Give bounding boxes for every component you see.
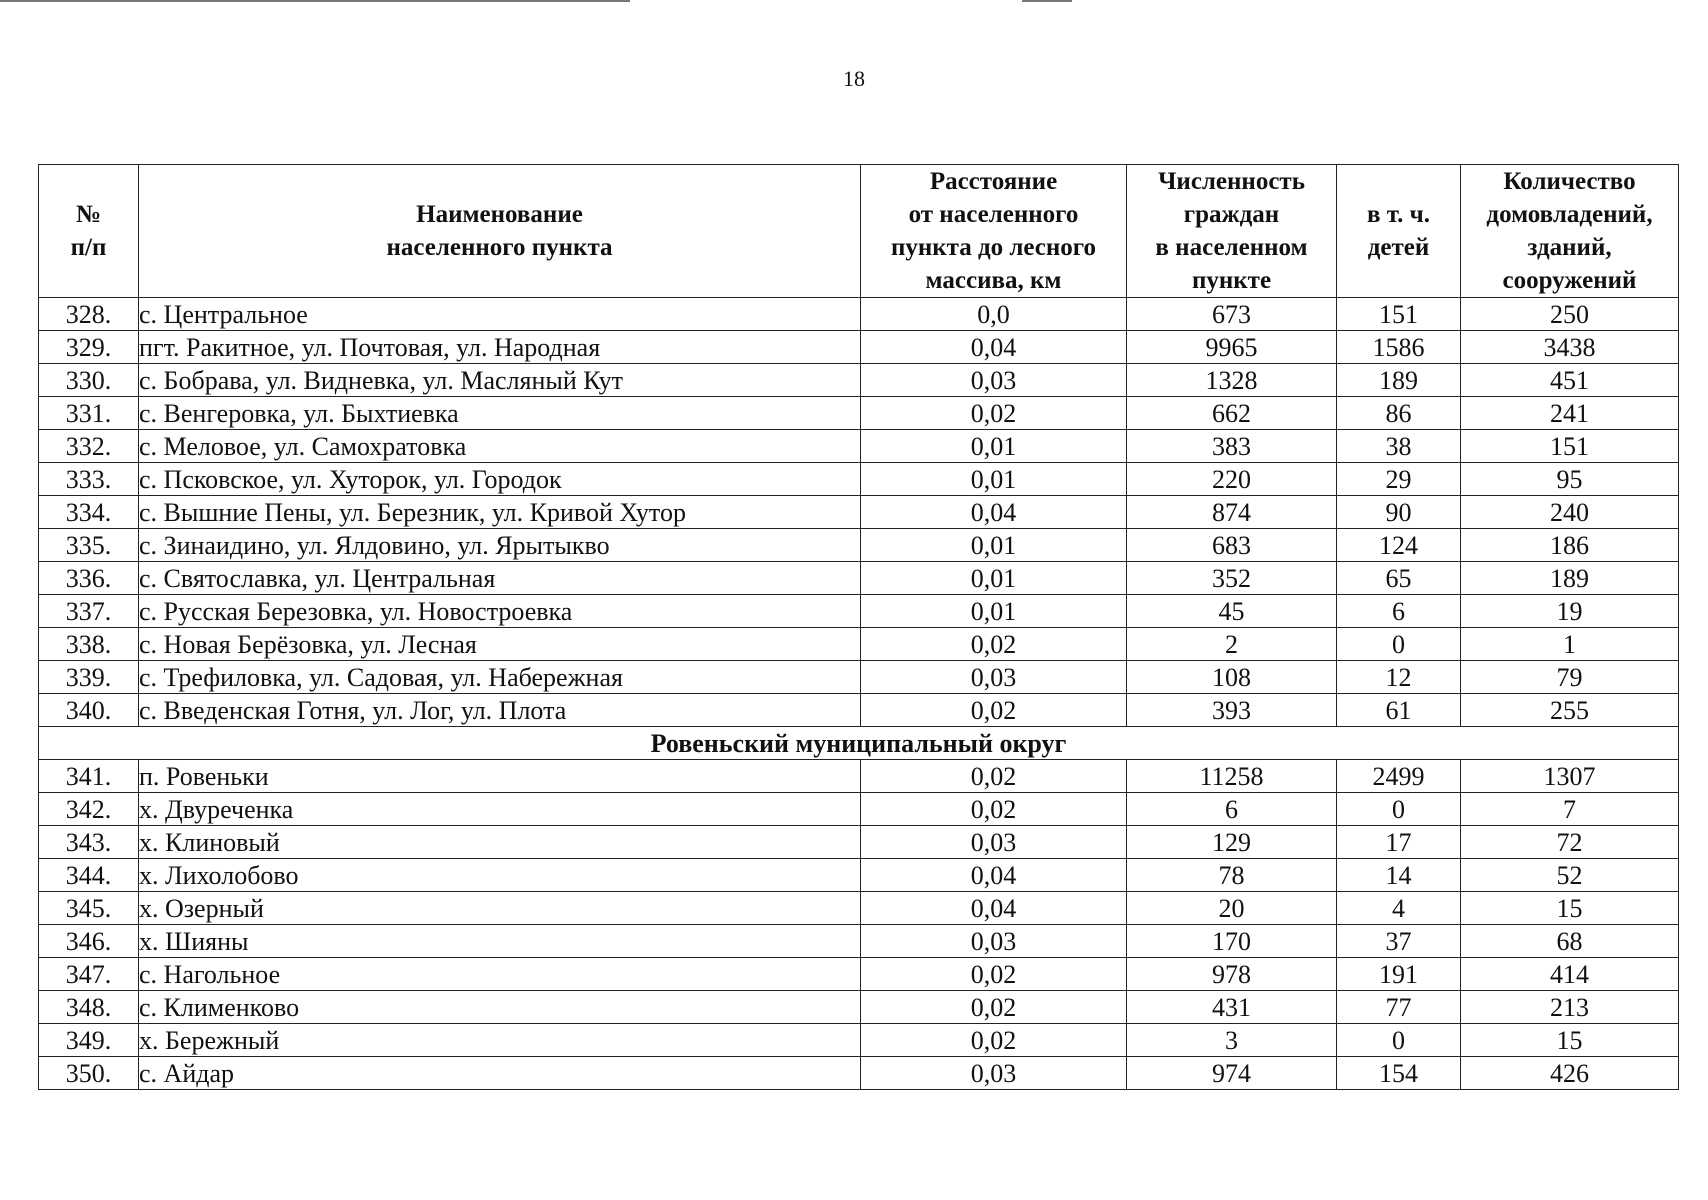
distance-cell: 0,04 — [861, 859, 1127, 892]
children-cell: 2499 — [1337, 760, 1461, 793]
settlement-name-cell: с. Псковское, ул. Хуторок, ул. Городок — [139, 463, 861, 496]
row-number-cell: 338. — [39, 628, 139, 661]
row-number-cell: 328. — [39, 298, 139, 331]
distance-cell: 0,03 — [861, 661, 1127, 694]
distance-cell: 0,02 — [861, 1024, 1127, 1057]
children-cell: 65 — [1337, 562, 1461, 595]
children-cell: 4 — [1337, 892, 1461, 925]
settlement-name-cell: х. Шияны — [139, 925, 861, 958]
table-row — [39, 529, 1679, 562]
header-num: № п/п — [39, 165, 139, 298]
population-cell: 2 — [1127, 628, 1337, 661]
table-row — [39, 463, 1679, 496]
row-number-cell: 350. — [39, 1057, 139, 1090]
row-number-cell: 330. — [39, 364, 139, 397]
buildings-cell: 241 — [1461, 397, 1679, 430]
distance-cell: 0,01 — [861, 463, 1127, 496]
header-name: Наименование населенного пункта — [139, 165, 861, 298]
population-cell: 170 — [1127, 925, 1337, 958]
children-cell: 0 — [1337, 1024, 1461, 1057]
table-row — [39, 1057, 1679, 1090]
distance-cell: 0,03 — [861, 826, 1127, 859]
population-cell: 129 — [1127, 826, 1337, 859]
row-number-cell: 334. — [39, 496, 139, 529]
distance-cell: 0,03 — [861, 925, 1127, 958]
children-cell: 29 — [1337, 463, 1461, 496]
population-cell: 220 — [1127, 463, 1337, 496]
row-number-cell: 336. — [39, 562, 139, 595]
header-children: в т. ч. детей — [1337, 165, 1461, 298]
settlement-name-cell: пгт. Ракитное, ул. Почтовая, ул. Народная — [139, 331, 861, 364]
children-cell: 191 — [1337, 958, 1461, 991]
distance-cell: 0,03 — [861, 1057, 1127, 1090]
distance-cell: 0,02 — [861, 793, 1127, 826]
section-title: Ровеньский муниципальный округ — [39, 727, 1679, 760]
children-cell: 6 — [1337, 595, 1461, 628]
population-cell: 978 — [1127, 958, 1337, 991]
row-number-cell: 335. — [39, 529, 139, 562]
buildings-cell: 213 — [1461, 991, 1679, 1024]
children-cell: 151 — [1337, 298, 1461, 331]
population-cell: 9965 — [1127, 331, 1337, 364]
row-number-cell: 340. — [39, 694, 139, 727]
table-body-part1 — [39, 298, 1679, 727]
distance-cell: 0,02 — [861, 628, 1127, 661]
table-row — [39, 925, 1679, 958]
settlement-name-cell: п. Ровеньки — [139, 760, 861, 793]
table-row — [39, 331, 1679, 364]
section-row — [39, 727, 1679, 760]
population-cell: 45 — [1127, 595, 1337, 628]
buildings-cell: 414 — [1461, 958, 1679, 991]
table-row — [39, 562, 1679, 595]
children-cell: 37 — [1337, 925, 1461, 958]
buildings-cell: 240 — [1461, 496, 1679, 529]
children-cell: 61 — [1337, 694, 1461, 727]
row-number-cell: 348. — [39, 991, 139, 1024]
settlement-name-cell: с. Святославка, ул. Центральная — [139, 562, 861, 595]
table-row — [39, 397, 1679, 430]
buildings-cell: 186 — [1461, 529, 1679, 562]
table-row — [39, 430, 1679, 463]
children-cell: 189 — [1337, 364, 1461, 397]
table-header-row — [39, 165, 1679, 298]
buildings-cell: 52 — [1461, 859, 1679, 892]
distance-cell: 0,04 — [861, 331, 1127, 364]
population-cell: 78 — [1127, 859, 1337, 892]
header-population: Численность граждан в населенном пункте — [1127, 165, 1337, 298]
settlement-name-cell: с. Венгеровка, ул. Быхтиевка — [139, 397, 861, 430]
table-row — [39, 991, 1679, 1024]
table-row — [39, 628, 1679, 661]
buildings-cell: 68 — [1461, 925, 1679, 958]
population-cell: 1328 — [1127, 364, 1337, 397]
children-cell: 0 — [1337, 793, 1461, 826]
settlement-name-cell: с. Русская Березовка, ул. Новостроевка — [139, 595, 861, 628]
population-cell: 352 — [1127, 562, 1337, 595]
distance-cell: 0,02 — [861, 760, 1127, 793]
children-cell: 1586 — [1337, 331, 1461, 364]
settlement-name-cell: х. Двуреченка — [139, 793, 861, 826]
children-cell: 90 — [1337, 496, 1461, 529]
table-row — [39, 793, 1679, 826]
distance-cell: 0,04 — [861, 892, 1127, 925]
distance-cell: 0,02 — [861, 991, 1127, 1024]
table-row — [39, 595, 1679, 628]
buildings-cell: 95 — [1461, 463, 1679, 496]
row-number-cell: 329. — [39, 331, 139, 364]
children-cell: 154 — [1337, 1057, 1461, 1090]
distance-cell: 0,0 — [861, 298, 1127, 331]
row-number-cell: 346. — [39, 925, 139, 958]
row-number-cell: 342. — [39, 793, 139, 826]
distance-cell: 0,02 — [861, 958, 1127, 991]
buildings-cell: 19 — [1461, 595, 1679, 628]
table-row — [39, 958, 1679, 991]
children-cell: 0 — [1337, 628, 1461, 661]
settlement-name-cell: х. Бережный — [139, 1024, 861, 1057]
distance-cell: 0,04 — [861, 496, 1127, 529]
settlement-name-cell: х. Озерный — [139, 892, 861, 925]
buildings-cell: 79 — [1461, 661, 1679, 694]
population-cell: 974 — [1127, 1057, 1337, 1090]
population-cell: 11258 — [1127, 760, 1337, 793]
table-row — [39, 892, 1679, 925]
row-number-cell: 332. — [39, 430, 139, 463]
settlement-name-cell: х. Лихолобово — [139, 859, 861, 892]
population-cell: 874 — [1127, 496, 1337, 529]
row-number-cell: 343. — [39, 826, 139, 859]
page-number: 18 — [843, 66, 865, 91]
children-cell: 124 — [1337, 529, 1461, 562]
settlement-name-cell: с. Айдар — [139, 1057, 861, 1090]
population-cell: 383 — [1127, 430, 1337, 463]
settlement-name-cell: с. Бобрава, ул. Видневка, ул. Масляный Кут — [139, 364, 861, 397]
buildings-cell: 3438 — [1461, 331, 1679, 364]
row-number-cell: 339. — [39, 661, 139, 694]
population-cell: 431 — [1127, 991, 1337, 1024]
buildings-cell: 72 — [1461, 826, 1679, 859]
settlement-name-cell: с. Меловое, ул. Самохратовка — [139, 430, 861, 463]
table-body-part2 — [39, 760, 1679, 1090]
settlements-table — [38, 164, 1679, 1090]
scan-edge-line — [1022, 0, 1072, 2]
buildings-cell: 250 — [1461, 298, 1679, 331]
buildings-cell: 426 — [1461, 1057, 1679, 1090]
table-row — [39, 298, 1679, 331]
population-cell: 20 — [1127, 892, 1337, 925]
distance-cell: 0,01 — [861, 430, 1127, 463]
distance-cell: 0,03 — [861, 364, 1127, 397]
children-cell: 14 — [1337, 859, 1461, 892]
population-cell: 683 — [1127, 529, 1337, 562]
row-number-cell: 345. — [39, 892, 139, 925]
children-cell: 38 — [1337, 430, 1461, 463]
buildings-cell: 189 — [1461, 562, 1679, 595]
header-buildings: Количество домовладений, зданий, сооружений — [1461, 165, 1679, 298]
settlement-name-cell: с. Зинаидино, ул. Ялдовино, ул. Ярытыкво — [139, 529, 861, 562]
buildings-cell: 15 — [1461, 1024, 1679, 1057]
table-row — [39, 1024, 1679, 1057]
header-distance: Расстояние от населенного пункта до лесного массива, км — [861, 165, 1127, 298]
settlement-name-cell: с. Новая Берёзовка, ул. Лесная — [139, 628, 861, 661]
buildings-cell: 255 — [1461, 694, 1679, 727]
buildings-cell: 7 — [1461, 793, 1679, 826]
section-body — [39, 727, 1679, 760]
table-row — [39, 826, 1679, 859]
population-cell: 673 — [1127, 298, 1337, 331]
population-cell: 393 — [1127, 694, 1337, 727]
distance-cell: 0,01 — [861, 595, 1127, 628]
table-row — [39, 496, 1679, 529]
children-cell: 17 — [1337, 826, 1461, 859]
row-number-cell: 347. — [39, 958, 139, 991]
settlement-name-cell: с. Вышние Пены, ул. Березник, ул. Кривой Хутор — [139, 496, 861, 529]
population-cell: 108 — [1127, 661, 1337, 694]
buildings-cell: 1 — [1461, 628, 1679, 661]
population-cell: 6 — [1127, 793, 1337, 826]
table-row — [39, 661, 1679, 694]
distance-cell: 0,01 — [861, 562, 1127, 595]
table-row — [39, 694, 1679, 727]
settlement-name-cell: х. Клиновый — [139, 826, 861, 859]
buildings-cell: 15 — [1461, 892, 1679, 925]
settlement-name-cell: с. Трефиловка, ул. Садовая, ул. Набережная — [139, 661, 861, 694]
population-cell: 3 — [1127, 1024, 1337, 1057]
distance-cell: 0,02 — [861, 694, 1127, 727]
row-number-cell: 349. — [39, 1024, 139, 1057]
table-row — [39, 859, 1679, 892]
distance-cell: 0,02 — [861, 397, 1127, 430]
row-number-cell: 341. — [39, 760, 139, 793]
buildings-cell: 151 — [1461, 430, 1679, 463]
table-row — [39, 760, 1679, 793]
row-number-cell: 337. — [39, 595, 139, 628]
settlement-name-cell: с. Клименково — [139, 991, 861, 1024]
row-number-cell: 331. — [39, 397, 139, 430]
settlement-name-cell: с. Нагольное — [139, 958, 861, 991]
settlement-name-cell: с. Введенская Готня, ул. Лог, ул. Плота — [139, 694, 861, 727]
children-cell: 12 — [1337, 661, 1461, 694]
scan-edge-line — [0, 0, 630, 2]
population-cell: 662 — [1127, 397, 1337, 430]
children-cell: 86 — [1337, 397, 1461, 430]
row-number-cell: 333. — [39, 463, 139, 496]
buildings-cell: 1307 — [1461, 760, 1679, 793]
table-row — [39, 364, 1679, 397]
row-number-cell: 344. — [39, 859, 139, 892]
buildings-cell: 451 — [1461, 364, 1679, 397]
distance-cell: 0,01 — [861, 529, 1127, 562]
children-cell: 77 — [1337, 991, 1461, 1024]
settlement-name-cell: с. Центральное — [139, 298, 861, 331]
